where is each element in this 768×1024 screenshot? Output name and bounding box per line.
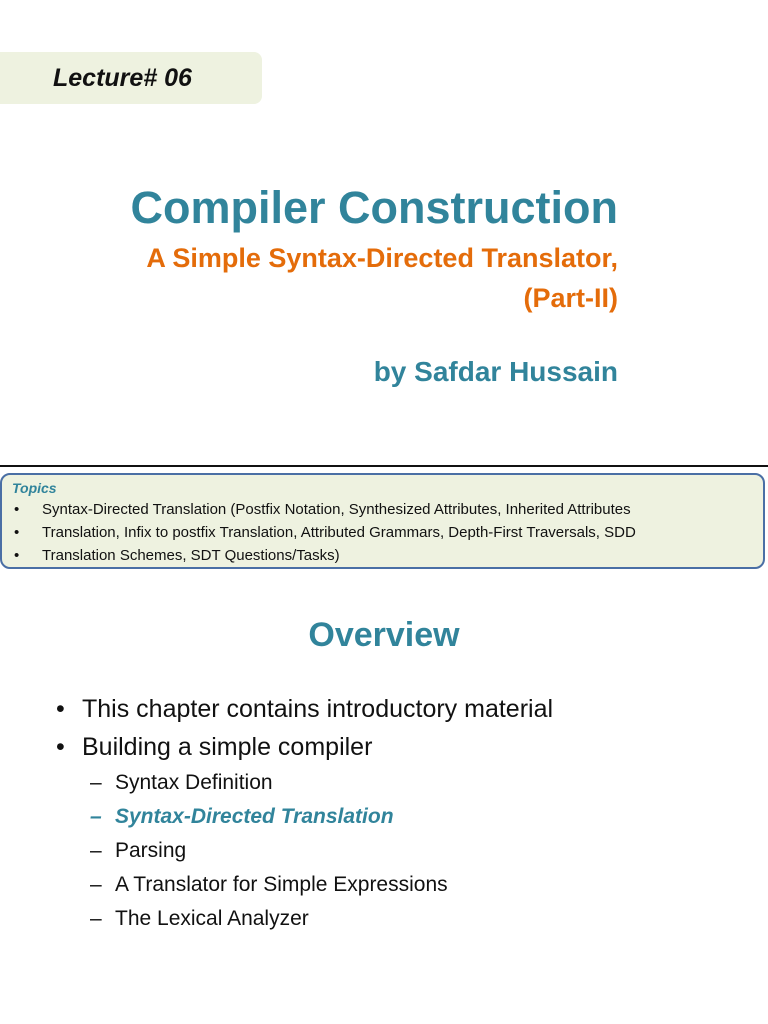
dash-icon: – — [90, 771, 102, 794]
overview-subitem-text: Syntax Definition — [115, 771, 273, 794]
topic-item-text: Translation Schemes, SDT Questions/Tasks) — [42, 547, 340, 564]
topics-heading: Topics — [12, 480, 57, 496]
overview-title: Overview — [308, 616, 460, 654]
topic-item-text: Translation, Infix to postfix Translation, Attributed Grammars, Depth-First Traversals, SDD — [42, 524, 636, 541]
topics-list — [12, 498, 753, 567]
topic-item — [12, 544, 753, 567]
overview-item-text: This chapter contains introductory material — [82, 695, 554, 723]
course-title: Compiler Construction — [130, 182, 618, 233]
lecture-label-box — [0, 52, 262, 104]
bullet-icon: • — [14, 501, 20, 518]
overview-subitem — [90, 902, 553, 936]
overview-subitem-highlighted — [90, 800, 553, 834]
topic-item-text: Syntax-Directed Translation (Postfix Notation, Synthesized Attributes, Inherited Attributes — [42, 501, 631, 518]
overview-subitem-text: A Translator for Simple Expressions — [115, 873, 448, 896]
lecture-subtitle-line2: (Part-II) — [523, 283, 618, 313]
overview-subitem — [90, 868, 553, 902]
bullet-icon: • — [14, 524, 20, 541]
overview-subitem-text: Parsing — [115, 839, 187, 862]
bullet-icon: • — [56, 733, 65, 761]
lecture-label: Lecture# 06 — [53, 64, 192, 92]
overview-item — [56, 690, 553, 728]
dash-icon: – — [90, 839, 102, 862]
dash-icon: – — [90, 907, 102, 930]
title-block — [18, 178, 618, 318]
overview-item — [56, 728, 553, 766]
author: by Safdar Hussain — [373, 356, 618, 387]
overview-list — [56, 690, 553, 936]
overview-subitem-text: Syntax-Directed Translation — [115, 805, 394, 828]
dash-icon: – — [90, 873, 102, 896]
bullet-icon: • — [14, 547, 20, 564]
overview-item-text: Building a simple compiler — [82, 733, 373, 761]
slide-separator — [0, 465, 768, 467]
topic-item — [12, 521, 753, 544]
dash-icon: – — [90, 805, 102, 828]
overview-subitem — [90, 834, 553, 868]
topics-box — [0, 473, 765, 569]
bullet-icon: • — [56, 695, 65, 723]
overview-subitem — [90, 766, 553, 800]
lecture-subtitle-line1: A Simple Syntax-Directed Translator, — [146, 243, 618, 273]
topic-item — [12, 498, 753, 521]
overview-subitem-text: The Lexical Analyzer — [115, 907, 309, 930]
